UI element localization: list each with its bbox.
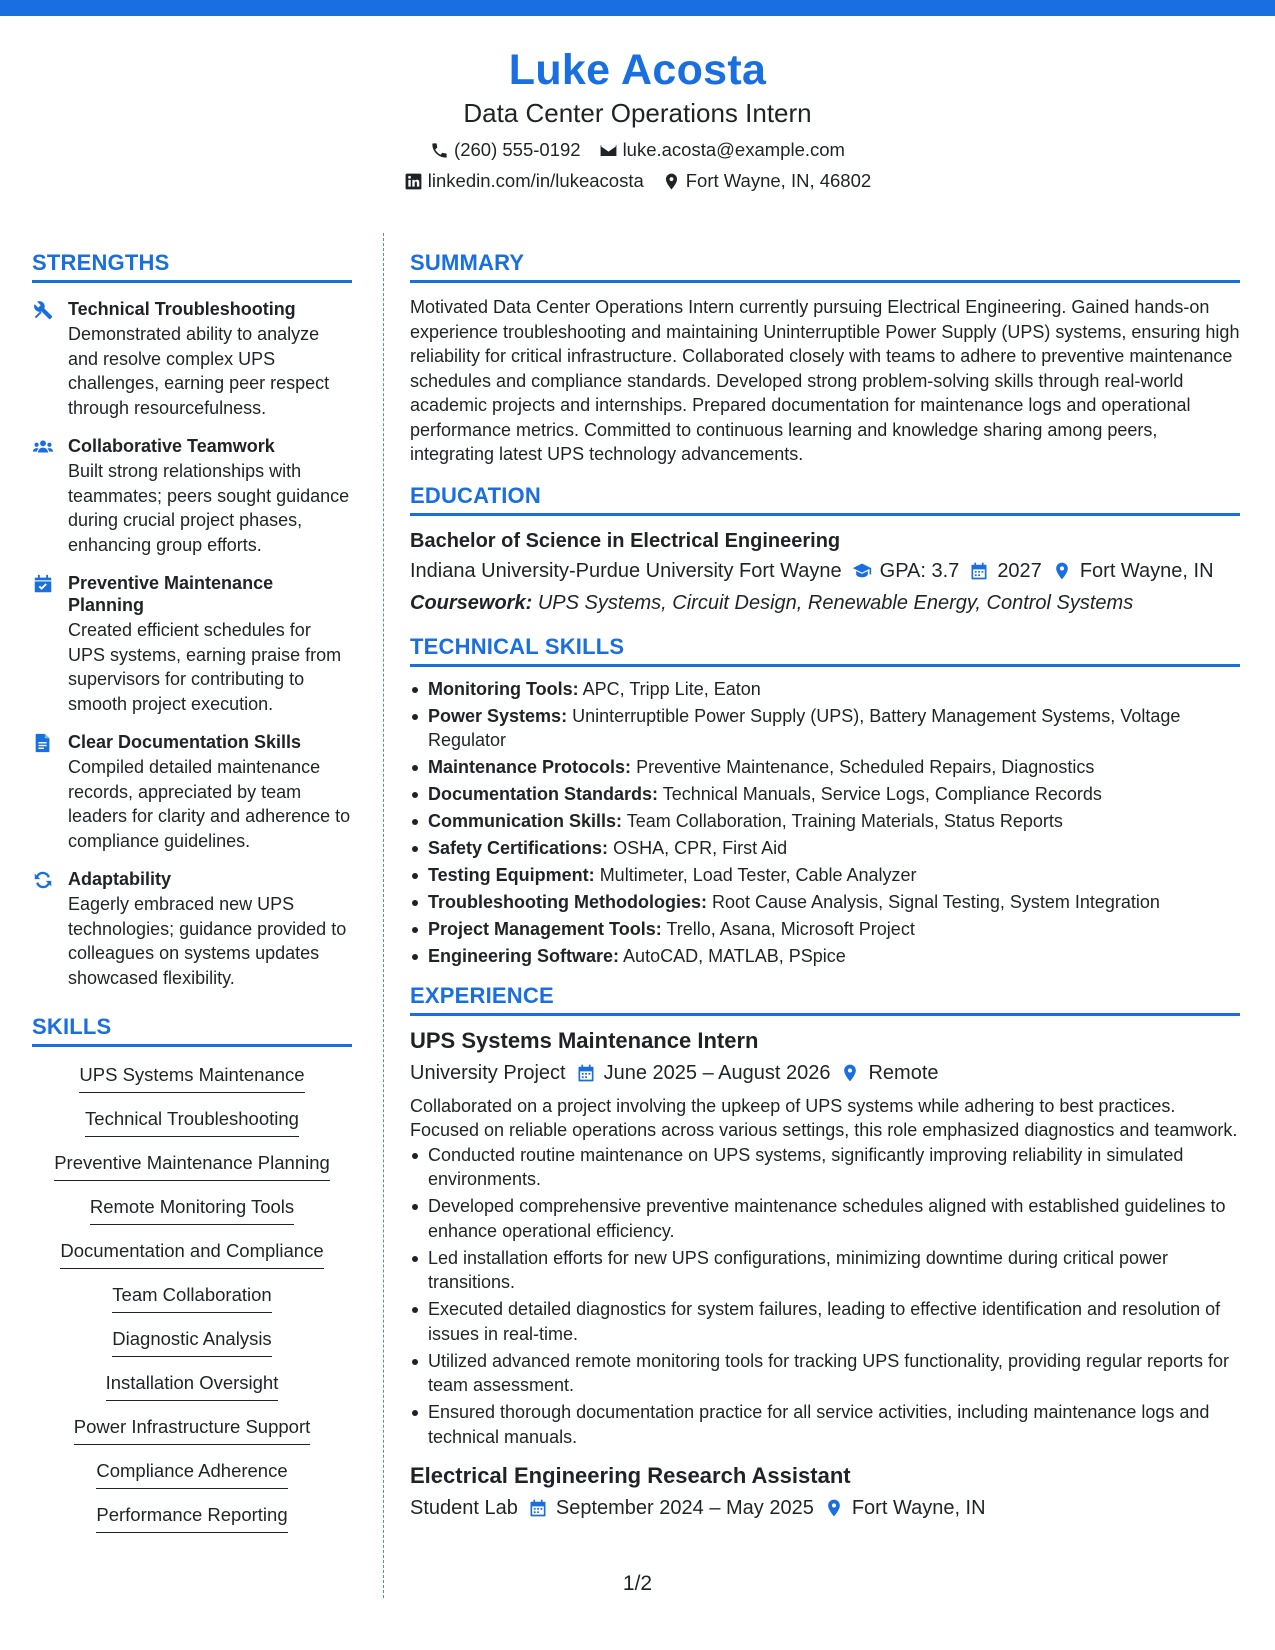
skill-label: Testing Equipment:: [428, 865, 595, 885]
job-description: Collaborated on a project involving the upkeep of UPS systems while adhering to best practices. Focused on reliable operations across various settings, this role emphasized diagnostics and teamwork.: [410, 1095, 1238, 1140]
job-dates-item: [576, 1058, 831, 1088]
tools-icon: [32, 299, 54, 321]
skill-chip: Documentation and Compliance: [60, 1239, 323, 1269]
resume-header: [0, 42, 1275, 193]
list-item: Executed detailed diagnostics for system failures, leading to effective identification and resolution of issues in real-time.: [410, 1297, 1240, 1346]
technical-skills-list: [410, 677, 1240, 969]
left-column: [32, 248, 352, 1547]
strength-title: Adaptability: [68, 869, 172, 889]
summary-text: Motivated Data Center Operations Intern currently pursuing Electrical Engineering. Gained hands-on experience troubleshooting and maintaining Uninterruptible Power Supply (UPS) systems, ensuring high reliability for critical infrastructure. Collaborated closely with teams to adhere to preventive maintenance schedules and compliance standards. Developed strong problem-solving skills through real-world academic projects and internships. Prepared documentation for maintenance logs and operational performance metrics. Committed to continuous learning and knowledge sharing among peers, integrating latest UPS technology advancements.: [410, 297, 1240, 464]
linkedin-contact[interactable]: [404, 169, 644, 193]
users-icon: [32, 436, 54, 458]
page-number: 1/2: [622, 1572, 653, 1595]
coursework: [410, 588, 1240, 618]
skill-chip: Compliance Adherence: [96, 1459, 287, 1489]
strength-desc: Built strong relationships with teammates; peers sought guidance during crucial project phases, enhancing group efforts.: [68, 461, 350, 555]
skill-label: Maintenance Protocols:: [428, 757, 632, 777]
strength-item: [32, 731, 352, 853]
skill-label: Power Systems:: [428, 705, 568, 726]
phone-text: (260) 555-0192: [454, 139, 581, 160]
edu-location-text: Fort Wayne, IN: [1079, 559, 1214, 582]
experience-heading: EXPERIENCE: [410, 981, 1240, 1016]
job-org: Student Lab: [410, 1497, 518, 1519]
location-text: Fort Wayne, IN, 46802: [685, 170, 872, 191]
top-accent-bar: [0, 0, 1275, 16]
strength-item: [32, 298, 352, 420]
job-location-item: [824, 1493, 986, 1523]
job-bullets: [410, 1143, 1240, 1450]
skill-chip: Performance Reporting: [96, 1503, 287, 1533]
phone-contact: [430, 138, 581, 162]
candidate-title: Data Center Operations Intern: [463, 98, 812, 128]
map-pin-icon: [1052, 561, 1072, 581]
list-item: Ensured thorough documentation practice for all service activities, including maintenance logs and technical manuals.: [410, 1400, 1240, 1449]
document-icon: [32, 732, 54, 754]
calendar-icon: [969, 561, 989, 581]
strength-title: Preventive Maintenance Planning: [68, 573, 274, 615]
skill-value: APC, Tripp Lite, Eaton: [582, 678, 761, 699]
job-dates-item: [528, 1493, 814, 1523]
job-role: UPS Systems Maintenance Intern: [410, 1027, 759, 1053]
list-item: Led installation efforts for new UPS configurations, minimizing downtime during critical power transitions.: [410, 1246, 1240, 1295]
contact-row-1: [0, 138, 1275, 162]
list-item: [410, 836, 1240, 861]
year-item: [969, 556, 1042, 586]
skill-chip: UPS Systems Maintenance: [79, 1063, 304, 1093]
map-pin-icon: [824, 1498, 844, 1518]
job-dates: June 2025 – August 2026: [603, 1061, 831, 1084]
sync-icon: [32, 869, 54, 891]
skill-value: Multimeter, Load Tester, Cable Analyzer: [599, 865, 917, 885]
strengths-heading: STRENGTHS: [32, 248, 352, 283]
job-location: Remote: [868, 1061, 939, 1084]
skill-chip: Technical Troubleshooting: [85, 1107, 299, 1137]
strength-item: [32, 435, 352, 557]
strength-desc: Compiled detailed maintenance records, appreciated by team leaders for clarity and adherence to compliance guidelines.: [68, 757, 351, 851]
strength-desc: Eagerly embraced new UPS technologies; guidance provided to colleagues on systems updates showcased flexibility.: [68, 894, 347, 988]
list-item: [410, 944, 1240, 969]
skill-value: Technical Manuals, Service Logs, Compliance Records: [662, 784, 1102, 804]
strength-title: Technical Troubleshooting: [68, 299, 296, 319]
job-role: Electrical Engineering Research Assistant: [410, 1463, 851, 1488]
list-item: [410, 782, 1240, 807]
summary-heading: SUMMARY: [410, 248, 1240, 283]
calendar-check-icon: [32, 573, 54, 595]
strength-item: [32, 572, 352, 716]
job-org: University Project: [410, 1061, 566, 1084]
coursework-label: Coursework:: [410, 591, 533, 614]
skill-chip: Power Infrastructure Support: [74, 1415, 311, 1445]
skills-list: [32, 1063, 352, 1547]
list-item: Utilized advanced remote monitoring tools for tracking UPS functionality, providing regular reports for team assessment.: [410, 1349, 1240, 1398]
skill-chip: Installation Oversight: [106, 1371, 279, 1401]
job-meta: [410, 1058, 1240, 1088]
degree-title: Bachelor of Science in Electrical Engineering: [410, 529, 841, 552]
education-meta: [410, 556, 1240, 586]
skill-label: Troubleshooting Methodologies:: [428, 892, 707, 912]
education-heading: EDUCATION: [410, 481, 1240, 516]
coursework-text: UPS Systems, Circuit Design, Renewable Energy, Control Systems: [537, 591, 1134, 614]
email-text[interactable]: luke.acosta@example.com: [622, 139, 845, 160]
list-item: Conducted routine maintenance on UPS systems, significantly improving reliability in simulated environments.: [410, 1143, 1240, 1192]
location-contact: [662, 169, 871, 193]
envelope-icon: [599, 141, 618, 160]
skill-label: Monitoring Tools:: [428, 678, 579, 699]
candidate-name: Luke Acosta: [508, 46, 767, 94]
strength-title: Clear Documentation Skills: [68, 732, 302, 752]
strength-desc: Created efficient schedules for UPS systems, earning praise from supervisors for contributing to smooth project execution.: [68, 620, 342, 714]
skill-label: Project Management Tools:: [428, 919, 662, 939]
skill-chip: Remote Monitoring Tools: [90, 1195, 294, 1225]
map-pin-icon: [662, 172, 681, 191]
skill-label: Documentation Standards:: [428, 784, 659, 804]
list-item: [410, 809, 1240, 834]
gpa-item: [852, 556, 960, 586]
edu-location-item: [1052, 556, 1214, 586]
list-item: [410, 890, 1240, 915]
skill-label: Communication Skills:: [428, 811, 623, 831]
linkedin-text[interactable]: linkedin.com/in/lukeacosta: [427, 170, 644, 191]
list-item: [410, 704, 1240, 753]
skill-chip: Preventive Maintenance Planning: [54, 1151, 330, 1181]
map-pin-icon: [840, 1063, 860, 1083]
job-meta: [410, 1493, 1240, 1523]
skill-value: Root Cause Analysis, Signal Testing, System Integration: [712, 892, 1160, 912]
linkedin-icon: [404, 172, 423, 191]
technical-skills-heading: TECHNICAL SKILLS: [410, 632, 1240, 667]
calendar-icon: [528, 1498, 548, 1518]
list-item: [410, 917, 1240, 942]
strength-title: Collaborative Teamwork: [68, 436, 275, 456]
graduation-cap-icon: [852, 561, 872, 581]
job-location-item: [840, 1058, 938, 1088]
skill-value: OSHA, CPR, First Aid: [613, 838, 788, 858]
skill-label: Safety Certifications:: [428, 838, 609, 858]
list-item: [410, 863, 1240, 888]
list-item: Developed comprehensive preventive maintenance schedules aligned with established guidelines to enhance operational efficiency.: [410, 1194, 1240, 1243]
skill-value: Uninterruptible Power Supply (UPS), Battery Management Systems, Voltage Regulator: [428, 705, 1181, 750]
skill-value: Trello, Asana, Microsoft Project: [666, 919, 915, 939]
right-column: [410, 248, 1240, 1523]
job-dates: September 2024 – May 2025: [555, 1497, 814, 1519]
skill-value: Team Collaboration, Training Materials, Status Reports: [626, 811, 1063, 831]
job-location: Fort Wayne, IN: [851, 1497, 986, 1519]
strength-desc: Demonstrated ability to analyze and resolve complex UPS challenges, earning peer respect through resourcefulness.: [68, 324, 330, 418]
skill-chip: Diagnostic Analysis: [112, 1327, 271, 1357]
skill-value: Preventive Maintenance, Scheduled Repairs, Diagnostics: [636, 757, 1095, 777]
calendar-icon: [576, 1063, 596, 1083]
contact-row-2: [0, 169, 1275, 193]
skill-value: AutoCAD, MATLAB, PSpice: [623, 946, 846, 966]
email-contact[interactable]: [599, 138, 845, 162]
column-divider: [383, 233, 384, 1598]
skill-chip: Team Collaboration: [112, 1283, 271, 1313]
gpa-text: GPA: 3.7: [879, 559, 960, 582]
strength-item: [32, 868, 352, 990]
phone-icon: [430, 141, 449, 160]
list-item: [410, 755, 1240, 780]
year-text: 2027: [997, 559, 1042, 582]
school-name: Indiana University-Purdue University Fort Wayne: [410, 559, 842, 582]
list-item: [410, 677, 1240, 702]
skill-label: Engineering Software:: [428, 946, 620, 966]
skills-heading: SKILLS: [32, 1012, 352, 1047]
